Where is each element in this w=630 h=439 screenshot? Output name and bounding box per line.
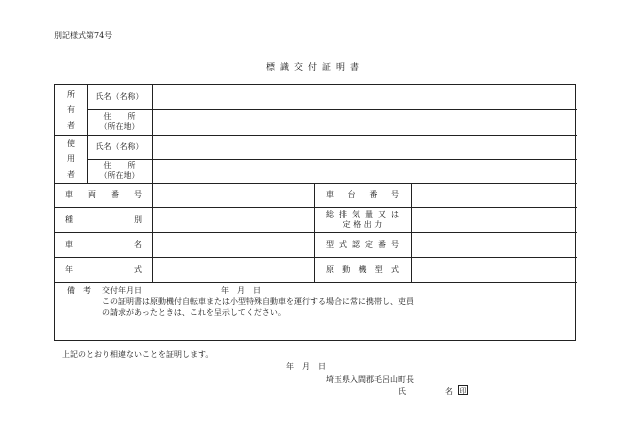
document-title: 標識交付証明書: [265, 63, 364, 73]
engine-model-field[interactable]: [411, 257, 577, 282]
certificate-table: [54, 84, 576, 341]
certify-statement: 上記のとおり相違ないことを証明します。: [62, 350, 214, 359]
displacement-label: 総 排 気 量 又 は 定 格 出 力: [326, 209, 399, 229]
vehicle-number-label: 車 両 番 号: [65, 190, 142, 200]
issue-date-value: 年 月 日: [221, 286, 261, 295]
owner-group-label: 所 有 者: [67, 89, 75, 130]
model-cert-field[interactable]: [411, 232, 577, 257]
user-name-field[interactable]: [152, 135, 577, 159]
seal-box: 印: [459, 387, 467, 395]
user-address-label: 住 所 （所在地）: [99, 161, 140, 180]
chassis-number-label: 車 台 番 号: [326, 190, 399, 200]
user-name-label: 氏名（名称）: [95, 142, 144, 152]
vehicle-year-field[interactable]: [152, 257, 314, 282]
certify-date: 年 月 日: [286, 362, 326, 371]
owner-address-label: 住 所 （所在地）: [99, 112, 140, 131]
owner-name-label: 氏名（名称）: [95, 92, 144, 102]
vehicle-name-field[interactable]: [152, 232, 314, 257]
issuer-name-label-2: 名: [445, 387, 453, 396]
displacement-field[interactable]: [411, 207, 577, 232]
vehicle-type-field[interactable]: [152, 207, 314, 232]
issue-date-label: 交付年月日: [102, 286, 142, 295]
vehicle-year-label: 年 式: [65, 264, 142, 274]
owner-name-field[interactable]: [152, 85, 577, 109]
form-number: 別記様式第74号: [54, 31, 113, 40]
vehicle-type-label: 種 別: [65, 214, 142, 224]
owner-address-field[interactable]: [152, 109, 577, 135]
vehicle-name-label: 車 名: [65, 239, 142, 249]
issuer-title: 埼玉県入間郡毛呂山町長: [326, 375, 414, 384]
remarks-label: 備 考: [67, 286, 91, 295]
issuer-name-label-1: 氏: [398, 387, 406, 396]
remarks-note-line-2: の請求があったときは、これを呈示してください。: [102, 308, 286, 317]
chassis-number-field[interactable]: [411, 183, 577, 207]
model-cert-label: 型 式 認 定 番 号: [326, 239, 399, 249]
engine-model-label: 原 動 機 型 式: [326, 264, 399, 274]
user-group-label: 使 用 者: [67, 138, 75, 179]
remarks-note-line-1: この証明書は原動機付自転車または小型特殊自動車を運行する場合に常に携帯し、吏員: [102, 297, 414, 306]
user-address-field[interactable]: [152, 159, 577, 183]
vehicle-number-field[interactable]: [152, 183, 314, 207]
